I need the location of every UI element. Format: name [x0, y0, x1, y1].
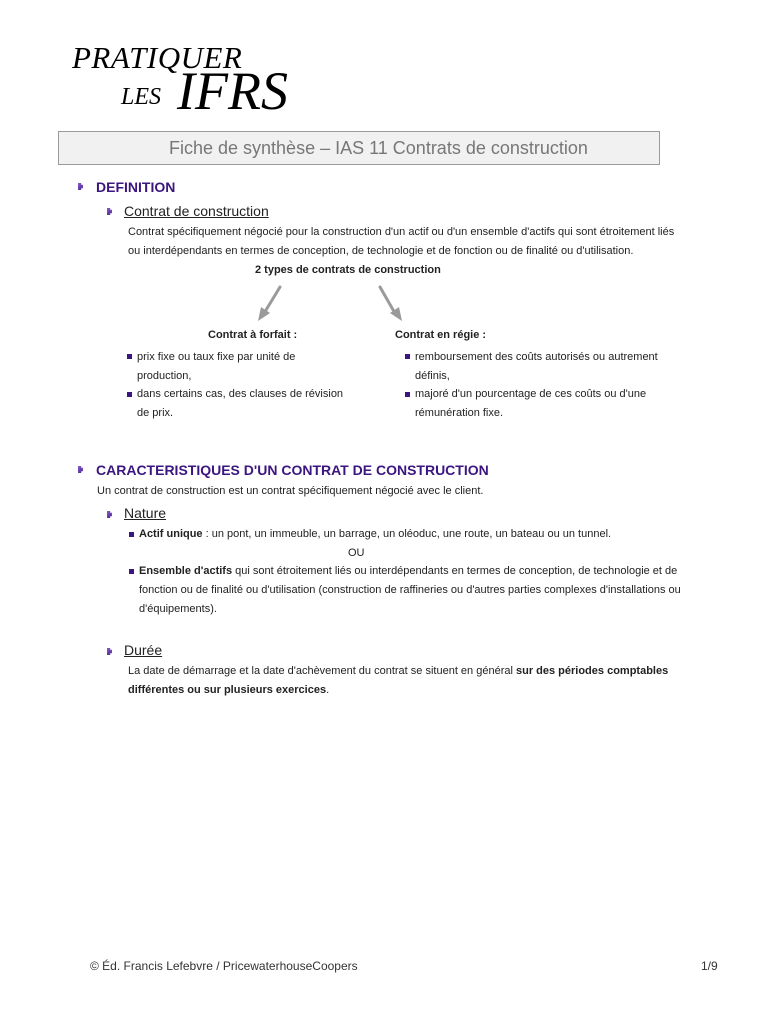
- page-title: Fiche de synthèse – IAS 11 Contrats de construction: [169, 138, 588, 158]
- square-bullet-icon: [129, 569, 134, 574]
- subheading-duree: Durée: [124, 642, 163, 658]
- forfait-item1-line1: prix fixe ou taux fixe par unité de: [137, 351, 296, 363]
- duree-line2-bold: différentes ou sur plusieurs exercices: [128, 684, 327, 696]
- subheading-nature: Nature: [124, 505, 167, 521]
- regie-item2-line2: rémunération fixe.: [415, 407, 504, 419]
- definition-text-line1: Contrat spécifiquement négocié pour la construction d'un actif ou d'un ensemble d'actifs qui sont étroitement liés: [128, 226, 675, 238]
- logo-line1: PRATIQUER: [72, 40, 243, 75]
- square-bullet-icon: [129, 532, 134, 537]
- duree-line2: [128, 681, 329, 700]
- forfait-item2-line1: dans certains cas, des clauses de révision: [137, 388, 344, 400]
- bullet-arrow-icon: [78, 183, 85, 190]
- nature-ou: OU: [348, 547, 365, 559]
- bullet-arrow-icon: [107, 648, 114, 655]
- nature-item1-text: : un pont, un immeuble, un barrage, un oléoduc, une route, un bateau ou un tunnel.: [202, 528, 612, 540]
- duree-line2-end: .: [326, 684, 330, 696]
- regie-item1-line2: définis,: [415, 370, 450, 382]
- section-heading-caracteristiques: CARACTERISTIQUES D'UN CONTRAT DE CONSTRUCTION: [96, 462, 489, 478]
- regie-item2-line1: majoré d'un pourcentage de ces coûts ou d'une: [415, 388, 647, 400]
- square-bullet-icon: [405, 392, 410, 397]
- nature-item2-line1: [139, 562, 677, 581]
- section-heading-definition: DEFINITION: [96, 179, 176, 195]
- forfait-item1-line2: production,: [137, 370, 192, 382]
- definition-text-line2: ou interdépendants en termes de conception, de technologie et de fonction ou de finalité ou d'utilisation.: [128, 245, 634, 257]
- logo-line2-big: IFRS: [177, 61, 288, 121]
- nature-item2-text: qui sont étroitement liés ou interdépendants en termes de conception, de technologie et de: [232, 565, 678, 577]
- square-bullet-icon: [127, 392, 132, 397]
- duree-line1-text: La date de démarrage et la date d'achèvement du contrat se situent en général: [128, 665, 516, 677]
- forfait-title: Contrat à forfait :: [208, 329, 298, 341]
- logo-line2-small: LES: [121, 84, 162, 110]
- title-box: [58, 131, 660, 165]
- footer-page-number: 1/9: [701, 959, 718, 973]
- bullet-arrow-icon: [78, 466, 85, 473]
- bullet-arrow-icon: [107, 208, 114, 215]
- forfait-item2-line2: de prix.: [137, 407, 174, 419]
- types-title: 2 types de contrats de construction: [255, 264, 441, 276]
- nature-item2-bold: Ensemble d'actifs: [139, 565, 233, 577]
- subheading-contrat-construction: Contrat de construction: [124, 203, 269, 219]
- duree-line1-bold: sur des périodes comptables: [515, 665, 669, 677]
- duree-line1: [128, 662, 668, 681]
- regie-item1-line1: remboursement des coûts autorisés ou autrement: [415, 351, 658, 363]
- caracteristiques-intro: Un contrat de construction est un contrat spécifiquement négocié avec le client.: [97, 485, 484, 497]
- footer-copyright: © Éd. Francis Lefebvre / PricewaterhouseCoopers: [90, 959, 358, 973]
- regie-title: Contrat en régie :: [395, 329, 487, 341]
- nature-item2-line2: fonction ou de finalité ou d'utilisation (construction de raffineries ou d'autres parties complexes d'installations ou: [139, 584, 681, 596]
- nature-item1: [139, 525, 611, 544]
- nature-item1-bold: Actif unique: [139, 528, 203, 540]
- nature-item2-line3: d'équipements).: [139, 603, 217, 615]
- bullet-arrow-icon: [107, 511, 114, 518]
- arrow-down-left-icon: [250, 283, 290, 325]
- square-bullet-icon: [127, 354, 132, 359]
- arrow-down-right-icon: [372, 283, 412, 325]
- square-bullet-icon: [405, 354, 410, 359]
